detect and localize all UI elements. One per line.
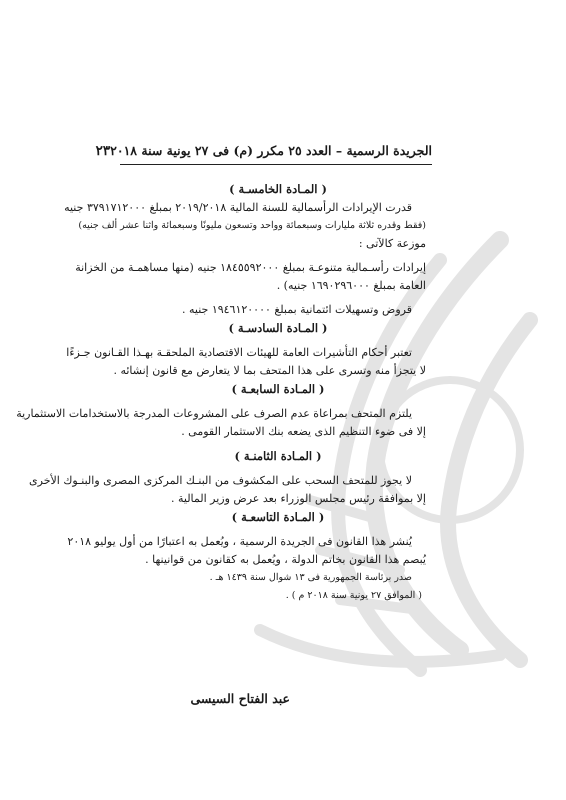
article-fifth-line: قروض وتسهيلات ائتمانية بمبلغ ١٩٤٦١٢٠٠٠٠ جنيه . <box>181 303 412 316</box>
issued-line: صدر برئاسة الجمهورية فى ١٣ شوال سنة ١٤٣٩ هـ . <box>209 572 412 583</box>
article-sixth-line: لا يتجزأ منه وتسرى على هذا المتحف بما لا يتعارض مع قانون إنشائه . <box>113 364 426 377</box>
article-heading-seventh: ( المـادة السابعـة ) <box>231 382 325 396</box>
article-fifth-line: قدرت الإيرادات الرأسمالية للسنة المالية ٢٠١٩/٢٠١٨ بمبلغ ٣٧٩١٧١٢٠٠٠ جنيه <box>64 201 412 214</box>
article-heading-eighth: ( المـادة الثامنـة ) <box>234 449 322 463</box>
article-heading-ninth: ( المـادة التاسعـة ) <box>231 510 325 524</box>
article-seventh-line: يلتزم المتحف بمراعاة عدم الصرف على المشروعات المدرجة بالاستخدامات الاستثمارية <box>16 407 412 420</box>
article-fifth-line: موزعة كالآتى : <box>358 237 426 250</box>
page-header <box>95 143 432 159</box>
article-heading-fifth: ( المـادة الخامسـة ) <box>229 182 327 196</box>
article-fifth-line: العامة بمبلغ ١٦٩٠٢٩٦٠٠٠ جنيه) . <box>276 279 426 292</box>
document-body <box>16 180 426 605</box>
header-divider <box>120 164 432 165</box>
article-fifth-line: إيرادات رأسـمالية متنوعـة بمبلغ ١٨٤٥٥٩٢٠٠٠ جنيه (منها مساهمـة من الخزانة <box>75 261 426 274</box>
article-ninth-line: يُبصم هذا القانون بخاتم الدولة ، ويُعمل به كقانون من قوانينها . <box>145 553 426 566</box>
article-eighth-line: إلا بموافقة رئيس مجلس الوزراء بعد عرض وزير المالية . <box>170 492 426 505</box>
article-heading-sixth: ( المـادة السادسـة ) <box>228 321 328 335</box>
article-sixth-line: تعتبر أحكام التأشيرات العامة للهيئات الاقتصادية الملحقـة بهـذا القـانون جـزءًا <box>66 346 412 359</box>
article-fifth-line: (فقط وقدره ثلاثة مليارات وسبعمائة وواحد وتسعون مليونًا وسبعمائة واثنا عشر ألف جنيه) <box>78 220 426 231</box>
issued-date-line: ( الموافق ٢٧ يونية سنة ٢٠١٨ م ) . <box>285 590 422 601</box>
header-title: الجريدة الرسمية – العدد ٢٥ مكرر (م) فى ٢٧ يونية سنة ٢٠١٨ <box>110 143 432 158</box>
article-seventh-line: إلا فى ضوء التنظيم الذى يضعه بنك الاستثمار القومى . <box>181 425 426 438</box>
article-eighth-line: لا يجوز للمتحف السحب على المكشوف من البنـك المركزى المصرى والبنـوك الأخرى <box>29 474 412 487</box>
page-number: ٢٣ <box>95 143 111 159</box>
article-ninth-line: يُنشر هذا القانون فى الجريدة الرسمية ، ويُعمل به اعتبارًا من أول يوليو ٢٠١٨ <box>67 535 412 548</box>
presidential-signature: عبد الفتاح السيسى <box>190 691 290 706</box>
